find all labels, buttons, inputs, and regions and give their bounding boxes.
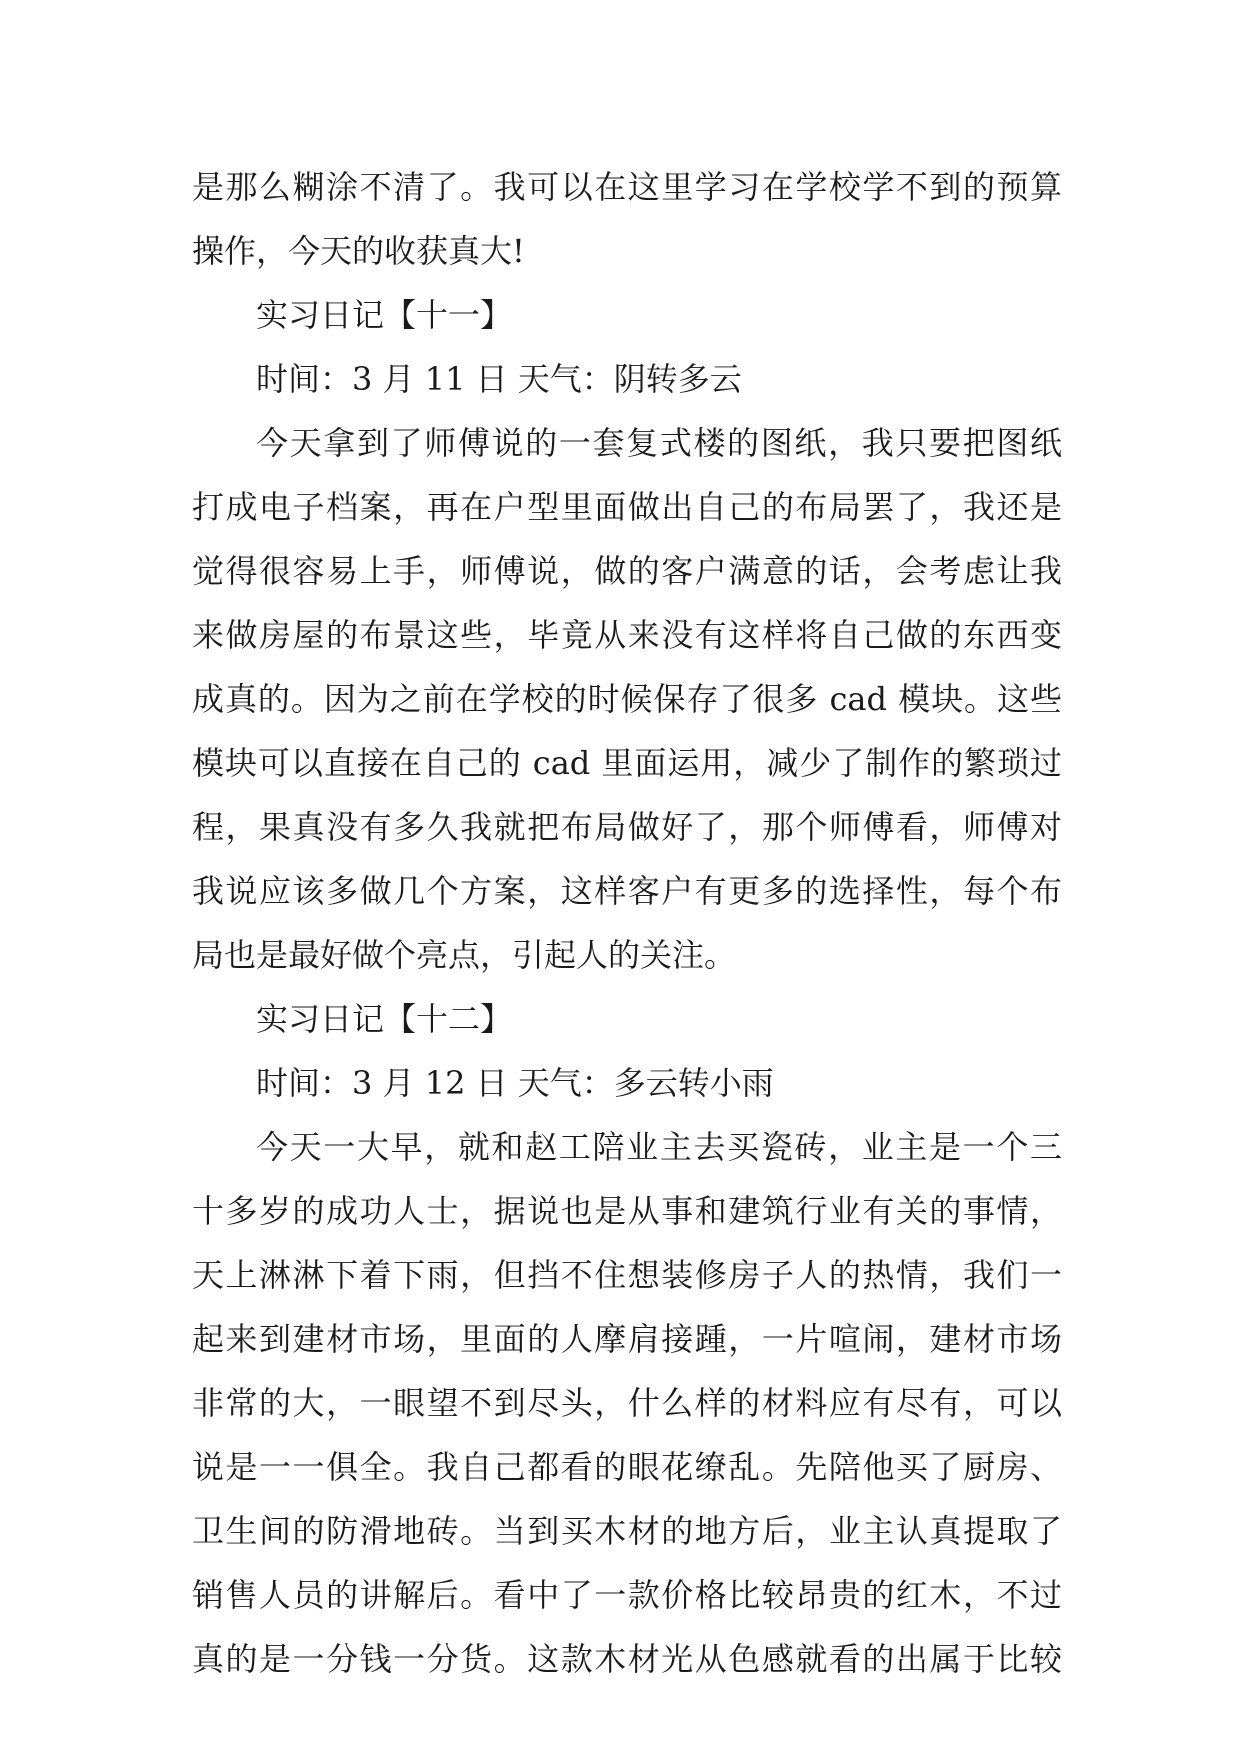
text-line: 说是一一俱全。我自己都看的眼花缭乱。先陪他买了厨房、 — [192, 1448, 1062, 1486]
date-weather-line: 时间：3 月 11 日 天气：阴转多云 — [256, 360, 742, 398]
text-line: 打成电子档案，再在户型里面做出自己的布局罢了，我还是 — [192, 488, 1062, 526]
text-line: 是那么糊涂不清了。我可以在这里学习在学校学不到的预算 — [192, 168, 1062, 206]
text-line: 非常的大，一眼望不到尽头，什么样的材料应有尽有，可以 — [192, 1384, 1062, 1422]
text-line: 真的是一分钱一分货。这款木材光从色感就看的出属于比较 — [192, 1640, 1062, 1678]
text-line: 今天拿到了师傅说的一套复式楼的图纸，我只要把图纸 — [256, 424, 1062, 462]
text-line: 模块可以直接在自己的 cad 里面运用，减少了制作的繁琐过 — [192, 744, 1062, 782]
body-text — [192, 155, 1062, 1691]
text-line: 天上淋淋下着下雨，但挡不住想装修房子人的热情，我们一 — [192, 1256, 1062, 1294]
text-line: 起来到建材市场，里面的人摩肩接踵，一片喧闹，建材市场 — [192, 1320, 1062, 1358]
diary-heading-12: 实习日记【十二】 — [256, 1000, 513, 1038]
text-line: 觉得很容易上手，师傅说，做的客户满意的话，会考虑让我 — [192, 552, 1062, 590]
text-line: 今天一大早，就和赵工陪业主去买瓷砖，业主是一个三 — [256, 1128, 1062, 1166]
text-line: 操作，今天的收获真大! — [192, 232, 525, 270]
diary-heading-11: 实习日记【十一】 — [256, 296, 513, 334]
text-line: 我说应该多做几个方案，这样客户有更多的选择性，每个布 — [192, 872, 1062, 910]
date-weather-line: 时间：3 月 12 日 天气：多云转小雨 — [256, 1064, 774, 1102]
text-line: 卫生间的防滑地砖。当到买木材的地方后，业主认真提取了 — [192, 1512, 1062, 1550]
text-line: 成真的。因为之前在学校的时候保存了很多 cad 模块。这些 — [192, 680, 1062, 718]
text-line: 局也是最好做个亮点，引起人的关注。 — [192, 936, 737, 974]
text-line: 销售人员的讲解后。看中了一款价格比较昂贵的红木，不过 — [192, 1576, 1062, 1614]
text-line: 程，果真没有多久我就把布局做好了，那个师傅看，师傅对 — [192, 808, 1062, 846]
text-line: 十多岁的成功人士，据说也是从事和建筑行业有关的事情， — [192, 1192, 1062, 1230]
text-line: 来做房屋的布景这些，毕竟从来没有这样将自己做的东西变 — [192, 616, 1062, 654]
